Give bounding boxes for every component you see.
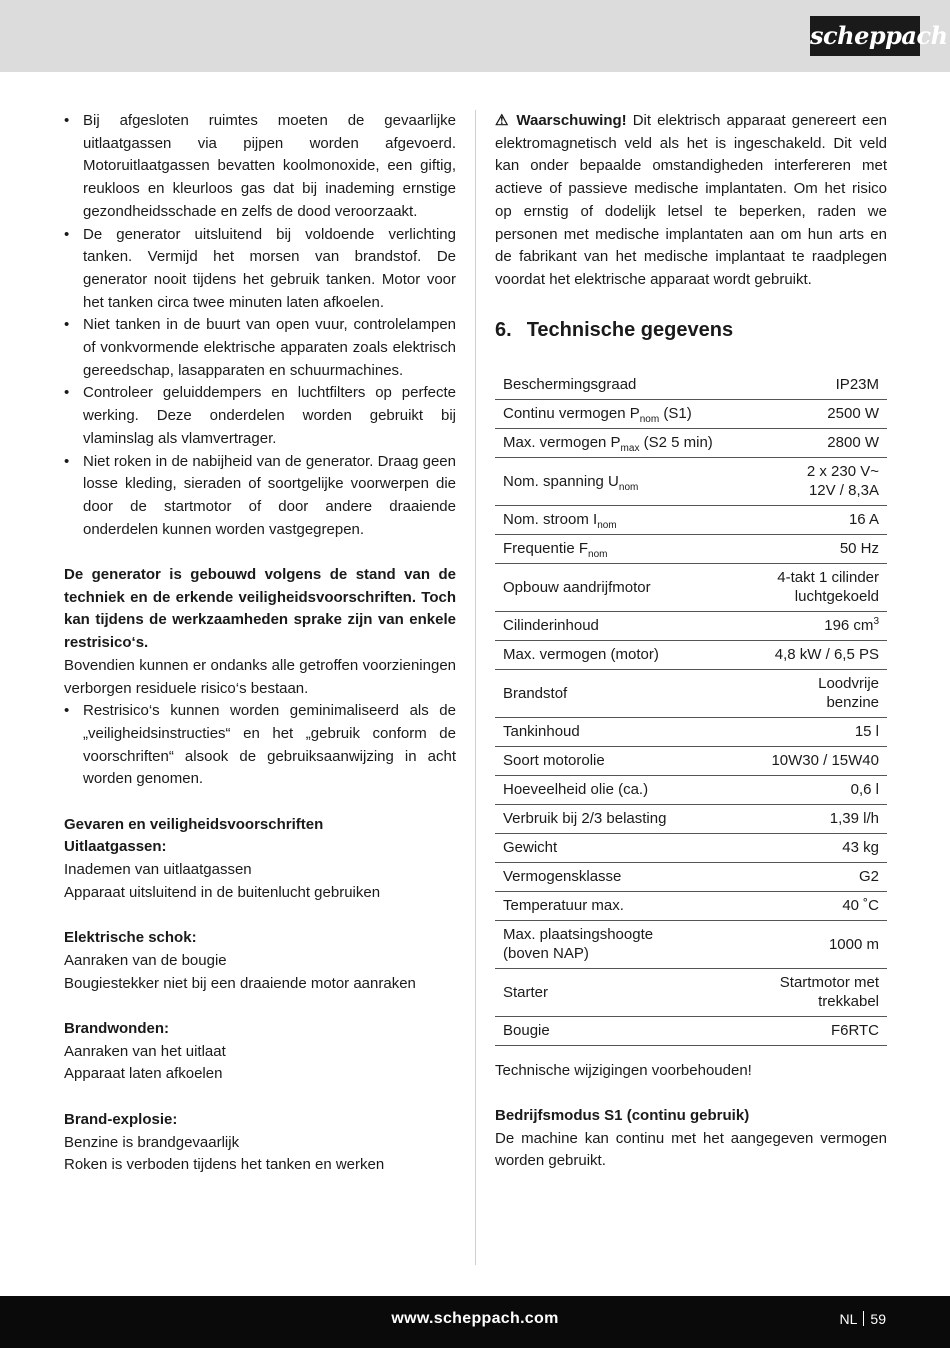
spec-label-text: Nom. spanning U [503, 472, 619, 490]
spec-value-line: 2 x 230 V~ [806, 463, 879, 481]
spec-row [495, 611, 887, 640]
spec-value-line: 16 A [848, 511, 879, 529]
spec-label-sub: nom [618, 481, 639, 493]
spec-value [748, 920, 887, 968]
spec-row [495, 669, 887, 717]
spec-label [495, 534, 748, 563]
hazards-list [64, 836, 456, 1177]
spec-value [748, 833, 887, 862]
spec-label-text: Vermogensklasse [503, 868, 622, 886]
page-header [0, 0, 950, 72]
spec-value [748, 804, 887, 833]
bullet-item: • Restrisico‘s kunnen worden geminimaliseerd als de „veiligheidsinstructies“ en het „gebruik conform de voorschriften“ alsook de gebruiksaanwijzing in acht worden genomen. [64, 700, 456, 791]
spec-label [495, 611, 748, 640]
bullet-item: • De generator uitsluitend bij voldoende verlichting tanken. Vermijd het morsen van brandstof. De generator nooit tijdens het gebruik tanken. Motor voor het tanken circa twee minuten laten afkoelen. [64, 224, 456, 315]
spec-row [495, 428, 887, 457]
spec-value-line: 1,39 l/h [829, 810, 879, 828]
hazard-line: Apparaat uitsluitend in de buitenlucht gebruiken [64, 883, 381, 901]
spec-label [495, 505, 748, 534]
spec-row [495, 457, 887, 505]
spec-label [495, 804, 748, 833]
mode-title: Bedrijfsmodus S1 (continu gebruik) [495, 1107, 750, 1125]
spec-label [495, 640, 748, 669]
spec-table [495, 371, 887, 1046]
right-column [495, 110, 887, 1173]
spec-label-text: Bougie [503, 1022, 550, 1040]
spec-value [748, 563, 887, 611]
spec-value-line: 2500 W [827, 405, 879, 423]
spec-value [748, 457, 887, 505]
spec-label [495, 669, 748, 717]
spec-value-line: 15 l [854, 723, 879, 741]
spec-row [495, 717, 887, 746]
spec-value [748, 399, 887, 428]
hazard-title: Brand-explosie: [64, 1110, 178, 1128]
warning-text: Dit elektrisch apparaat genereert een elektromagnetisch veld als het is ingeschakeld. Dit veld kan onder bepaalde omstandigheden interfereren met actieve of passieve medische implantaten. Om het risico op ernstig of dodelijk letsel te beperken, raden we personen met medische implantaten aan om hun arts en de fabrikant van het medische implantaat te raadplegen voordat het elektrische apparaat wordt gebruikt. [495, 112, 888, 288]
hazard-title: Elektrische schok: [64, 929, 197, 947]
spec-value [748, 505, 887, 534]
spec-value-line: G2 [858, 868, 879, 886]
hazard-line: Bougiestekker niet bij een draaiende motor aanraken [64, 974, 416, 992]
spec-row [495, 371, 887, 400]
bullet-item: • Niet roken in de nabijheid van de generator. Draag geen losse kleding, sieraden of soortgelijke voorwerpen die door de startmotor of door andere draaiende onderdelen kunnen worden vastgegrepen. [64, 451, 456, 542]
spec-label [495, 1016, 748, 1045]
spec-value [748, 891, 887, 920]
tech-note: Technische wijzigingen voorbehouden! [495, 1061, 752, 1079]
spec-label-text: Continu vermogen P [503, 405, 640, 423]
hazard-line: Apparaat laten afkoelen [64, 1065, 223, 1083]
spec-label [495, 563, 748, 611]
spec-value-line: 40 ˚C [842, 897, 879, 915]
spec-value [748, 611, 887, 640]
spec-value [748, 968, 887, 1016]
spec-label-suffix: (S2 5 min) [639, 434, 713, 452]
spec-label-text: Verbruik bij 2/3 belasting [503, 810, 667, 828]
spec-label [495, 371, 748, 400]
bullet-item: • Bij afgesloten ruimtes moeten de gevaarlijke uitlaatgassen via pijpen worden afgevoerd. Motoruitlaatgassen bevatten koolmonoxide, een giftig, reukloos en kleurloos gas dat bij inademing ernstige gezondheidsschade en zelfs de dood veroorzaakt. [64, 110, 456, 224]
spec-label-text: Max. vermogen P [503, 434, 621, 452]
spec-label-text: Frequentie F [503, 540, 589, 558]
spec-label-text: Cilinderinhoud [503, 617, 599, 635]
spec-label [495, 862, 748, 891]
spec-label-suffix: (S1) [659, 405, 692, 423]
spec-value-line: 10W30 / 15W40 [771, 752, 879, 770]
spec-label-text: Temperatuur max. [503, 897, 624, 915]
spec-value [748, 746, 887, 775]
hazard-line: Benzine is brandgevaarlijk [64, 1133, 240, 1151]
spec-value [748, 775, 887, 804]
spec-row [495, 1016, 887, 1045]
spec-value-line: 4,8 kW / 6,5 PS [774, 646, 879, 664]
spec-label-text: Opbouw aandrijfmotor [503, 578, 651, 596]
spec-label-text: Max. plaatsingshoogte [503, 926, 654, 944]
spec-label [495, 920, 748, 968]
spec-value-line: F6RTC [830, 1022, 879, 1040]
spec-label [495, 717, 748, 746]
spec-row [495, 968, 887, 1016]
spec-row [495, 862, 887, 891]
warning-triangle-icon: ⚠ [495, 112, 511, 129]
spec-row [495, 746, 887, 775]
spec-label-text: Tankinhoud [503, 723, 580, 741]
spec-value-line: 196 cm [824, 617, 874, 635]
spec-row [495, 563, 887, 611]
spec-value-sup: 3 [873, 616, 879, 628]
hazard-line: Aanraken van het uitlaat [64, 1042, 226, 1060]
spec-label [495, 833, 748, 862]
spec-value-line: luchtgekoeld [794, 588, 879, 606]
spec-label [495, 968, 748, 1016]
spec-label-text: Hoeveelheid olie (ca.) [503, 781, 649, 799]
spec-label [495, 775, 748, 804]
spec-value-line: 4-takt 1 cilinder [777, 569, 879, 587]
spec-label-text: Starter [503, 983, 549, 1001]
spec-label-text: Gewicht [503, 839, 558, 857]
spec-label-sub: max [620, 443, 640, 455]
section-title: Technische gegevens [526, 318, 734, 341]
spec-row [495, 891, 887, 920]
spec-label [495, 399, 748, 428]
spec-value [748, 371, 887, 400]
spec-row [495, 399, 887, 428]
page-number [840, 1296, 886, 1342]
spec-label-text: Soort motorolie [503, 752, 605, 770]
spec-value-line: Startmotor met [779, 974, 879, 992]
hazard-title: Brandwonden: [64, 1020, 169, 1038]
spec-value-line: 2800 W [827, 434, 879, 452]
spec-label-text: Brandstof [503, 684, 568, 702]
footer-url[interactable]: www.scheppach.com [391, 1310, 559, 1327]
spec-value-line: 43 kg [842, 839, 879, 857]
spec-value-line: 0,6 l [850, 781, 879, 799]
safety-bullets [64, 110, 456, 541]
spec-value [748, 534, 887, 563]
spec-value [748, 428, 887, 457]
spec-label-sub: nom [639, 414, 660, 426]
warning-label: Waarschuwing! [516, 112, 627, 129]
spec-row [495, 534, 887, 563]
spec-value-line: 50 Hz [839, 540, 879, 558]
spec-row [495, 505, 887, 534]
language-code: NL [839, 1311, 858, 1327]
spec-value-line: Loodvrije [818, 675, 879, 693]
spec-row [495, 640, 887, 669]
section-heading [495, 317, 887, 343]
spec-row [495, 804, 887, 833]
hazard-line: Inademen van uitlaatgassen [64, 861, 252, 879]
spec-value-line: trekkabel [818, 993, 879, 1011]
warning-paragraph [495, 110, 887, 292]
page-separator [863, 1311, 864, 1326]
bullet-item: • Niet tanken in de buurt van open vuur, controlelampen of vonkvormende elektrische apparaten zoals elektrisch gereedschap, lasapparaten en schuurmachines. [64, 314, 456, 382]
spec-row [495, 833, 887, 862]
spec-value [748, 717, 887, 746]
spec-value-line: IP23M [835, 376, 879, 394]
spec-label-text: Beschermingsgraad [503, 376, 637, 394]
scheppach-logo: scheppach [810, 16, 920, 56]
spec-row [495, 775, 887, 804]
spec-label-sub: nom [588, 549, 608, 561]
spec-value-line: 1000 m [828, 935, 879, 953]
spec-label-line2: (boven NAP) [503, 945, 589, 963]
left-column [64, 110, 456, 1177]
spec-label-text: Nom. stroom I [503, 511, 598, 529]
spec-value [748, 640, 887, 669]
spec-label [495, 457, 748, 505]
hazard-line: Aanraken van de bougie [64, 951, 227, 969]
spec-value-line: benzine [826, 694, 879, 712]
spec-label-text: Max. vermogen (motor) [503, 646, 659, 664]
bullet-item: • Controleer geluiddempers en luchtfilters op perfecte werking. Deze onderdelen worden gebruikt bij vlaminslag als vlamvertrager. [64, 382, 456, 450]
hazards-title: Gevaren en veiligheidsvoorschriften [64, 815, 324, 833]
spec-value [748, 862, 887, 891]
page-num: 59 [870, 1311, 886, 1327]
spec-label-sub: nom [597, 520, 617, 532]
bold-intro: De generator is gebouwd volgens de stand van de techniek en de erkende veiligheidsvoorschriften. Toch kan tijdens de werkzaamheden sprake zijn van enkele restrisico‘s. [64, 566, 456, 652]
spec-value [748, 1016, 887, 1045]
spec-value-line: 12V / 8,3A [808, 482, 879, 500]
page-footer [0, 1296, 950, 1348]
hazard-line: Roken is verboden tijdens het tanken en werken [64, 1156, 385, 1174]
spec-label [495, 746, 748, 775]
spec-row [495, 920, 887, 968]
mode-text: De machine kan continu met het aangegeven vermogen worden gebruikt. [495, 1129, 887, 1170]
section-number: 6. [495, 318, 512, 341]
column-divider [475, 110, 476, 1265]
spec-label [495, 428, 748, 457]
spec-value [748, 669, 887, 717]
residual-bullets [64, 700, 456, 791]
residual-risk-text: Bovendien kunnen er ondanks alle getroffen voorzieningen verborgen residuele risico‘s bestaan. [64, 656, 456, 697]
hazard-title: Uitlaatgassen: [64, 838, 167, 856]
spec-label [495, 891, 748, 920]
